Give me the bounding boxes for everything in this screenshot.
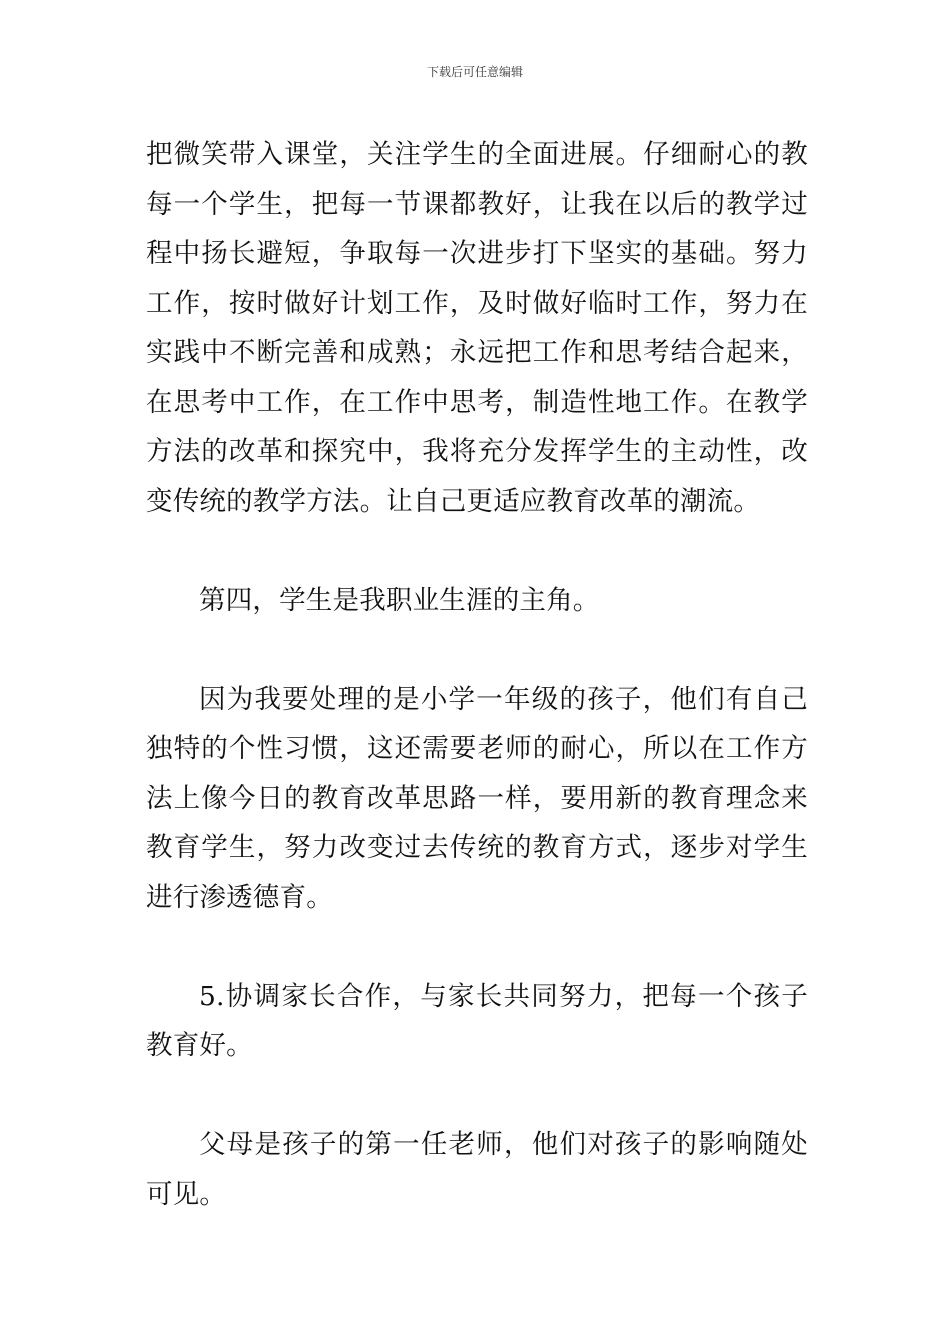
paragraph-spacer	[146, 1071, 808, 1121]
paragraph-spacer	[146, 526, 808, 576]
document-body	[146, 130, 808, 1219]
paragraph-continued: 把微笑带入课堂，关注学生的全面进展。仔细耐心的教每一个学生，把每一节课都教好，让我在以后的教学过程中扬长避短，争取每一次进步打下坚实的基础。努力工作，按时做好计划工作，及时做好临时工作，努力在实践中不断完善和成熟；永远把工作和思考结合起来，在思考中工作，在工作中思考，制造性地工作。在教学方法的改革和探究中，我将充分发挥学生的主动性，改变传统的教学方法。让自己更适应教育改革的潮流。	[146, 139, 808, 517]
paragraph-parents: 父母是孩子的第一任老师，他们对孩子的影响随处可见。	[146, 1129, 808, 1210]
paragraph-spacer	[146, 625, 808, 675]
paragraph-heading-fourth: 第四，学生是我职业生涯的主角。	[199, 584, 600, 616]
page-header-note: 下载后可任意编辑	[426, 65, 523, 79]
paragraph-students: 因为我要处理的是小学一年级的孩子，他们有自己独特的个性习惯，这还需要老师的耐心，所以在工作方法上像今日的教育改革思路一样，要用新的教育理念来教育学生，努力改变过去传统的教育方式，逐步对学生进行渗透德育。	[146, 683, 808, 913]
paragraph-item-5: 5.协调家长合作，与家长共同努力，把每一个孩子教育好。	[146, 980, 808, 1061]
paragraph-spacer	[146, 922, 808, 972]
